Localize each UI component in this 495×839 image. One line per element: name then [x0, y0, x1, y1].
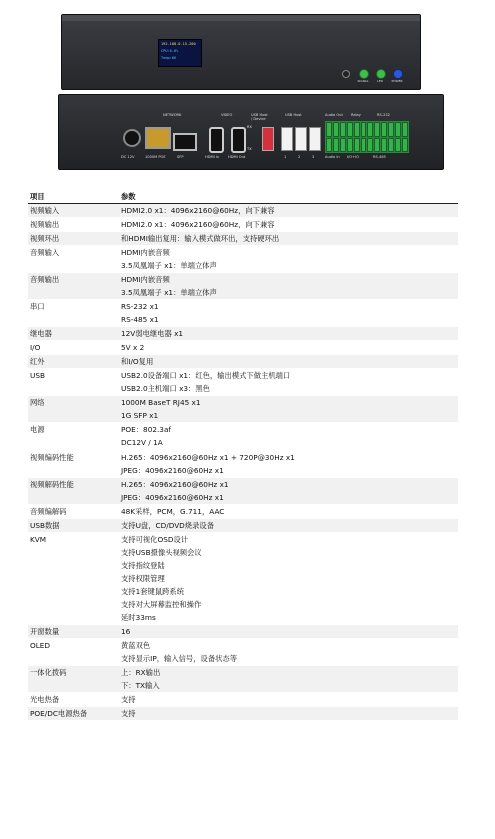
- spec-name: 串口: [28, 300, 119, 327]
- header-param: 参数: [119, 190, 458, 204]
- spec-name: 继电器: [28, 327, 119, 341]
- usb-device-port-icon: [262, 127, 274, 151]
- spec-name: USB: [28, 369, 119, 396]
- spec-value: [119, 707, 458, 721]
- network-label: NETWORK: [163, 113, 182, 117]
- usb-num-1: 1: [284, 155, 287, 159]
- device-illustration: [0, 0, 495, 188]
- spec-value: [119, 478, 458, 505]
- signal-label: SIGNAL: [357, 79, 369, 83]
- spec-value-line: RS-485 x1: [121, 315, 159, 324]
- spec-value-line: POE：802.3af: [121, 425, 171, 434]
- spec-value-line: DC12V / 1A: [121, 438, 163, 447]
- table-row: [28, 639, 458, 666]
- hdmi-in-port-icon: [209, 127, 224, 153]
- spec-value-line: 延时33ms: [121, 613, 156, 622]
- sfp-label: SFP: [177, 155, 184, 159]
- spec-name: 网络: [28, 396, 119, 423]
- spec-value-line: 支持: [121, 695, 136, 704]
- spec-name: USB数据: [28, 519, 119, 533]
- spec-value-line: RS-232 x1: [121, 302, 159, 311]
- usb-num-2: 2: [298, 155, 301, 159]
- spec-value-line: HDMI内嵌音频: [121, 275, 170, 284]
- spec-value: [119, 533, 458, 625]
- spec-value-line: 48K采样，PCM，G.711，AAC: [121, 507, 225, 516]
- hdmi-in-label: HDMI In: [205, 155, 220, 159]
- spec-value-line: 支持显示IP，输入信号，设备状态等: [121, 654, 238, 663]
- spec-name: 视频输出: [28, 218, 119, 232]
- spec-value-line: USB2.0主机端口 x3：黑色: [121, 384, 210, 393]
- spec-value-line: 5V x 2: [121, 343, 145, 352]
- spec-value: [119, 519, 458, 533]
- video-label: VIDEO: [221, 113, 233, 117]
- dc-power-port-icon: [123, 129, 141, 147]
- spec-value-line: HDMI2.0 x1：4096x2160@60Hz，向下兼容: [121, 206, 275, 215]
- terminal-block-icon: [325, 121, 409, 153]
- spec-value-line: 支持USB摄像头视频会议: [121, 548, 202, 557]
- table-row: [28, 246, 458, 273]
- spec-name: 视频解码性能: [28, 478, 119, 505]
- table-row: [28, 273, 458, 300]
- spec-name: OLED: [28, 639, 119, 666]
- spec-value: [119, 341, 458, 355]
- spec-value-line: H.265：4096x2160@60Hz x1: [121, 480, 229, 489]
- power-label: POWER: [391, 79, 403, 83]
- spec-name: 音频编解码: [28, 505, 119, 519]
- rx-label: RX: [247, 125, 252, 129]
- spec-name: 视频环出: [28, 232, 119, 246]
- spec-name: 电源: [28, 423, 119, 450]
- table-row: [28, 519, 458, 533]
- spec-name: KVM: [28, 533, 119, 625]
- table-row: [28, 505, 458, 519]
- header-item: 项目: [28, 190, 119, 204]
- spec-name: POE/DC电源热备: [28, 707, 119, 721]
- spec-value: [119, 246, 458, 273]
- spec-name: I/O: [28, 341, 119, 355]
- spec-value: [119, 666, 458, 693]
- spec-value-line: 3.5凤凰端子 x1：单端立体声: [121, 288, 217, 297]
- usb-host-port-1-icon: [281, 127, 293, 151]
- spec-name: 视频输入: [28, 204, 119, 218]
- spec-value-line: JPEG：4096x2160@60Hz x1: [121, 493, 224, 502]
- spec-name: 光电热备: [28, 693, 119, 707]
- spec-value: [119, 369, 458, 396]
- poe-label: 1000M POE: [145, 155, 166, 159]
- table-row: [28, 355, 458, 369]
- usb-num-3: 3: [312, 155, 315, 159]
- spec-value-line: 支持指纹登陆: [121, 561, 165, 570]
- spec-value-line: 上：RX输出: [121, 668, 161, 677]
- table-row: [28, 204, 458, 218]
- pinhole-reset: [342, 70, 350, 78]
- spec-value-line: 1G SFP x1: [121, 411, 159, 420]
- signal-led-icon: [359, 69, 369, 79]
- hdmi-out-label: HDMI Out: [228, 155, 246, 159]
- front-panel-image: [61, 14, 421, 90]
- oled-line-cpu: CPU:0.0%: [161, 49, 179, 53]
- led-label: LED: [377, 79, 383, 83]
- spec-value-line: 支持对大屏幕监控和操作: [121, 600, 202, 609]
- table-row: [28, 218, 458, 232]
- spec-value: [119, 423, 458, 450]
- table-row: [28, 625, 458, 639]
- spec-value-line: 3.5凤凰端子 x1：单端立体声: [121, 261, 217, 270]
- usb-host-device-label: USB Host / Device: [251, 113, 268, 121]
- table-row: [28, 232, 458, 246]
- spec-value-line: H.265：4096x2160@60Hz x1 + 720P@30Hz x1: [121, 453, 295, 462]
- hdmi-out-port-icon: [231, 127, 246, 153]
- spec-value-line: 下：TX输入: [121, 681, 160, 690]
- spec-value: [119, 396, 458, 423]
- led-indicator-icon: [376, 69, 386, 79]
- oled-line-temp: Temp:66: [161, 56, 177, 60]
- rear-panel-image: [58, 94, 444, 170]
- dc-label: DC 12V: [121, 155, 135, 159]
- spec-value: [119, 505, 458, 519]
- spec-value: [119, 232, 458, 246]
- spec-value-line: HDMI内嵌音频: [121, 248, 170, 257]
- table-row: [28, 707, 458, 721]
- table-row: [28, 478, 458, 505]
- power-button-icon: [393, 69, 403, 79]
- spec-value: [119, 273, 458, 300]
- spec-value-line: 1000M BaseT RJ45 x1: [121, 398, 201, 407]
- spec-value: [119, 451, 458, 478]
- audio-out-label: Audio Out: [325, 113, 343, 117]
- spec-value-line: 和I/O复用: [121, 357, 154, 366]
- spec-value: [119, 639, 458, 666]
- spec-value-line: 16: [121, 627, 131, 636]
- spec-table-body: [28, 204, 458, 721]
- spec-value: [119, 300, 458, 327]
- spec-name: 开窗数量: [28, 625, 119, 639]
- table-row: [28, 451, 458, 478]
- table-row: [28, 396, 458, 423]
- spec-value: [119, 693, 458, 707]
- table-row: [28, 666, 458, 693]
- spec-value: [119, 204, 458, 218]
- sfp-port-icon: [173, 133, 197, 151]
- relay-label: Relay: [351, 113, 361, 117]
- io-label: I/O+IO: [347, 155, 359, 159]
- spec-value-line: 支持U盘，CD/DVD烧录设备: [121, 521, 214, 530]
- spec-value-line: 和HDMI输出复用：输入模式做环出，支持硬环出: [121, 234, 280, 243]
- spec-name: 红外: [28, 355, 119, 369]
- spec-value: [119, 625, 458, 639]
- rs232-label: RS-232: [377, 113, 390, 117]
- usb-host-port-2-icon: [295, 127, 307, 151]
- spec-value-line: 支持: [121, 709, 136, 718]
- spec-value-line: HDMI2.0 x1：4096x2160@60Hz，向下兼容: [121, 220, 275, 229]
- table-row: [28, 533, 458, 625]
- spec-value-line: 黄蓝双色: [121, 641, 151, 650]
- oled-line-ip: 192.168.0.15.200: [161, 42, 196, 46]
- spec-value-line: USB2.0设备端口 x1：红色，输出模式下做主机端口: [121, 371, 291, 380]
- table-row: [28, 300, 458, 327]
- spec-value-line: JPEG：4096x2160@60Hz x1: [121, 466, 224, 475]
- spec-name: 视频编码性能: [28, 451, 119, 478]
- spec-name: 一体化拨码: [28, 666, 119, 693]
- table-row: [28, 327, 458, 341]
- table-row: [28, 423, 458, 450]
- tx-label: TX: [247, 147, 252, 151]
- table-row: [28, 369, 458, 396]
- audio-in-label: Audio In: [325, 155, 340, 159]
- rj45-port-icon: [145, 127, 171, 149]
- spec-value-line: 支持权限管理: [121, 574, 165, 583]
- spec-name: 音频输入: [28, 246, 119, 273]
- spec-value-line: 12V弱电继电器 x1: [121, 329, 184, 338]
- oled-display: [158, 39, 202, 67]
- table-row: [28, 341, 458, 355]
- spec-value-line: 支持可视化OSD设计: [121, 535, 189, 544]
- spec-value-line: 支持1套键鼠跨系统: [121, 587, 185, 596]
- spec-value: [119, 355, 458, 369]
- table-row: [28, 693, 458, 707]
- spec-name: 音频输出: [28, 273, 119, 300]
- usb-host-port-3-icon: [309, 127, 321, 151]
- usb-host-label: USB Host: [285, 113, 302, 117]
- spec-value: [119, 218, 458, 232]
- spec-value: [119, 327, 458, 341]
- rs485-label: RS-485: [373, 155, 386, 159]
- spec-table: [28, 190, 458, 721]
